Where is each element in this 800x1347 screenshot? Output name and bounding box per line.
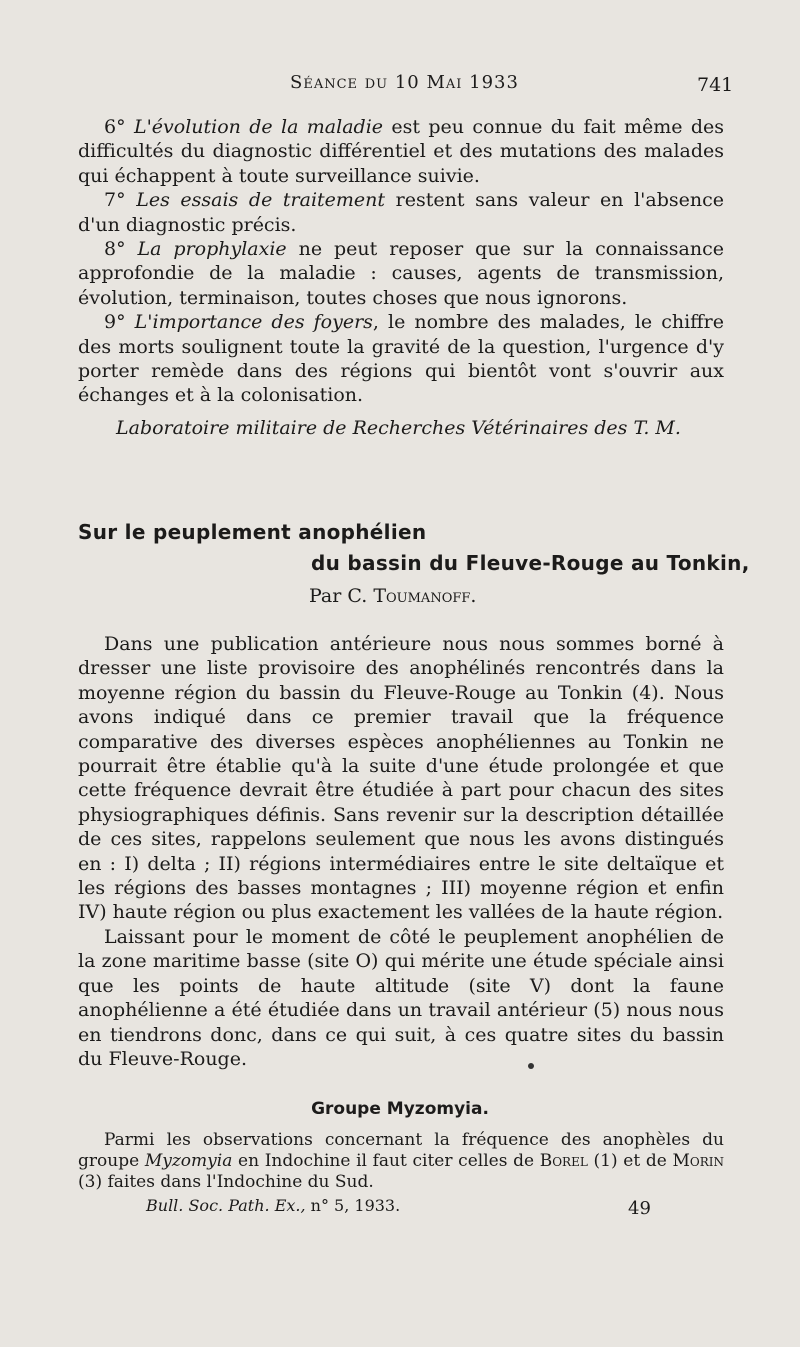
previous-article-items <box>78 115 724 408</box>
item-9: 9° L'importance des foyers, le nombre des malades, le chiffre des morts soulignent toute la gravité de la question, l'urgence d'y porter remède dans des régions qui bientôt vont s'ouvrir aux échanges et à la colonisation. <box>78 311 724 407</box>
author-name: Toumanoff. <box>373 585 477 607</box>
section-heading: Groupe Myzomyia. <box>311 1099 489 1119</box>
small-print-paragraph: Parmi les observations concernant la fréquence des anophèles du groupe Myzomyia en Indochine il faut citer celles de Borel (1) et de Morin (3) faites dans l'Indochine du Sud. <box>78 1130 724 1192</box>
paragraph-1: Dans une publication antérieure nous nous sommes borné à dresser une liste provisoire des anophélinés rencontrés dans la moyenne région du bassin du Fleuve-Rouge au Tonkin (4). Nous avons indiqué dans ce premier travail que la fréquence comparative des diverses espèces anophéliennes au Tonkin ne pourrait être établie qu'à la suite d'une étude prolongée et que cette fréquence devrait être étudiée à part pour chacun des sites physiographiques définis. Sans revenir sur la description détaillée de ces sites, rappelons seulement que nous les avons distingués en : I) delta ; II) régions intermédiaires entre le site deltaïque et les régions des basses montagnes ; III) moyenne région et enfin IV) haute région ou plus exactement les vallées de la haute région. <box>78 633 724 924</box>
paragraph-2: Laissant pour le moment de côté le peuplement anophélien de la zone maritime basse (site O) qui mérite une étude spéciale ainsi que les points de haute altitude (site V) dont la faune anophélienne a été étudiée dans un travail antérieur (5) nous nous en tiendrons donc, dans ce qui suit, à ces quatre sites du bassin du Fleuve-Rouge. <box>78 925 724 1070</box>
author-line: Par C. Toumanoff. <box>309 585 477 607</box>
item-7: 7° Les essais de traitement restent sans valeur en l'absence d'un diagnostic précis. <box>78 189 725 236</box>
item-6: 6° L'évolution de la maladie est peu connue du fait même des difficultés du diagnostic différentiel et des mutations des malades qui échappent à toute surveillance suivie. <box>78 116 724 187</box>
item-8: 8° La prophylaxie ne peut reposer que sur la connaissance approfondie de la maladie : causes, agents de transmission, évolution, terminaison, toutes choses que nous ignorons. <box>78 238 724 309</box>
page-header <box>0 72 800 98</box>
article-body <box>78 632 724 1071</box>
article-title-line-2: du bassin du Fleuve-Rouge au Tonkin, <box>311 551 750 575</box>
signature: Laboratoire militaire de Recherches Vétérinaires des T. M. <box>116 417 681 439</box>
running-head: Séance du 10 Mai 1933 <box>290 72 519 93</box>
sheet-number: 49 <box>628 1198 651 1219</box>
ink-dot <box>528 1063 534 1069</box>
page-number: 741 <box>697 74 734 96</box>
journal-footer: Bull. Soc. Path. Ex., n° 5, 1933. <box>146 1196 401 1215</box>
article-title-line-1: Sur le peuplement anophélien <box>78 520 427 544</box>
